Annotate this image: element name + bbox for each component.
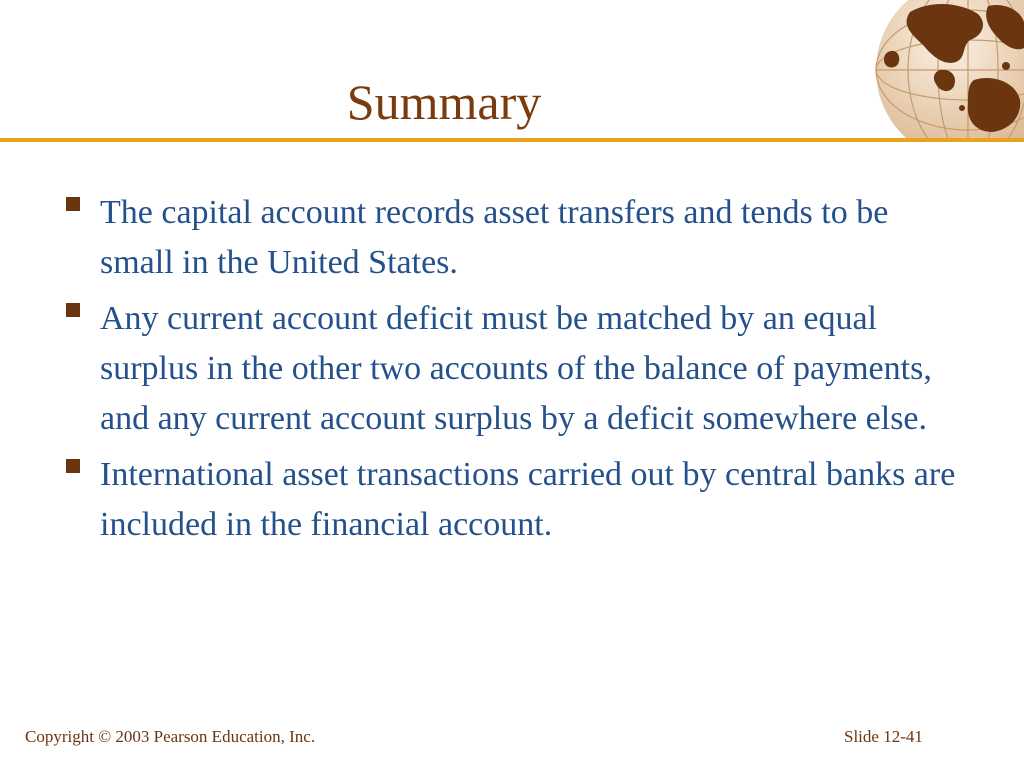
globe-icon xyxy=(870,0,1024,140)
copyright-footer: Copyright © 2003 Pearson Education, Inc. xyxy=(25,727,316,746)
bullet-item xyxy=(64,294,964,444)
title-divider xyxy=(0,138,1024,142)
square-bullet-icon xyxy=(66,197,80,211)
square-bullet-icon xyxy=(66,303,80,317)
bullet-item xyxy=(64,188,964,288)
square-bullet-icon xyxy=(66,459,80,473)
slide-number: Slide 12-41 xyxy=(844,727,923,746)
bullet-item xyxy=(64,450,964,550)
bullet-text: The capital account records asset transfers and tends to be small in the United States. xyxy=(100,194,889,281)
bullet-list xyxy=(64,188,964,556)
bullet-text: International asset transactions carried out by central banks are included in the financial account. xyxy=(100,456,956,543)
bullet-text: Any current account deficit must be matched by an equal surplus in the other two accounts of the balance of payments, and any current account surplus by a deficit somewhere else. xyxy=(100,300,932,437)
slide-title: Summary xyxy=(346,74,542,130)
